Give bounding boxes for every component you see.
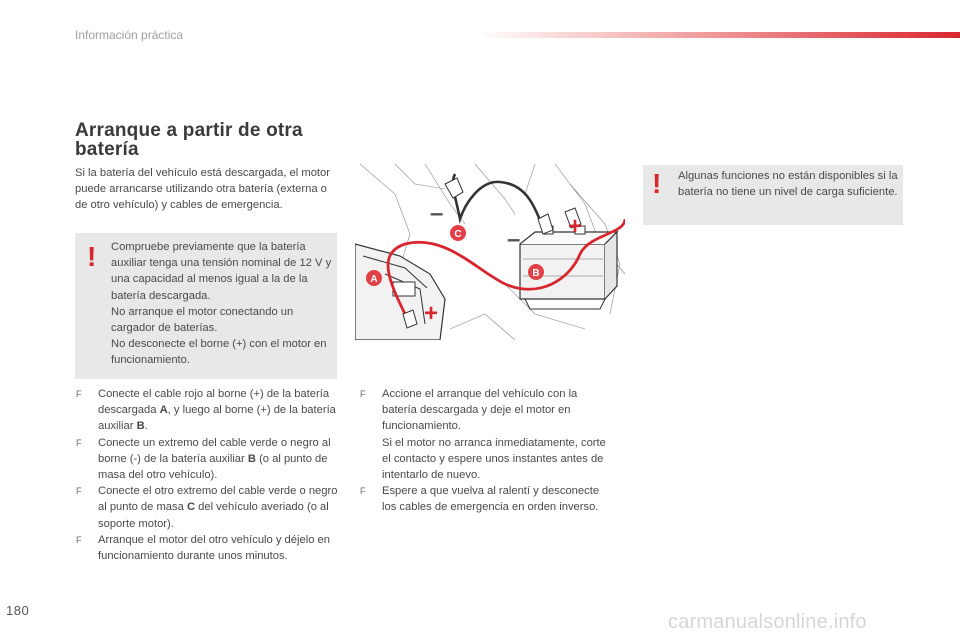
warning-exclamation-icon: !: [652, 168, 662, 199]
intro-paragraph: Si la batería del vehículo está descargada, el motor puede arrancarse utilizando otra batería (externa o de otro vehículo) y cables de emergencia.: [75, 167, 330, 212]
steps-list-right: [359, 386, 614, 516]
page-heading: Arranque a partir de otra batería: [75, 120, 303, 160]
minus-sign: –: [430, 200, 444, 227]
page-number: 180: [6, 603, 30, 618]
svg-text:B: B: [532, 268, 540, 279]
step-item: F Accione el arranque del vehículo con la batería descargada y deje el motor en funcionamiento. Si el motor no arranca inmediatamente, corte el contacto y espere unos instantes antes de intentarlo de nuevo.: [360, 388, 606, 482]
warning-box-functions: [643, 165, 903, 225]
bullet-icon: F: [360, 486, 366, 497]
header-gradient-bar: [475, 32, 960, 38]
watermark: carmanualsonline.info: [668, 611, 867, 633]
plus-sign: +: [568, 213, 583, 240]
step-item: F Conecte el cable rojo al borne (+) de la batería descargada A, y luego al borne (+) de la batería auxiliar B.: [76, 388, 336, 433]
minus-sign: –: [507, 226, 521, 253]
label-a: [366, 270, 382, 286]
step-item: F Arranque el motor del otro vehículo y déjelo en funcionamiento durante unos minutos.: [76, 533, 330, 563]
black-cable: [453, 174, 545, 234]
bullet-icon: F: [76, 437, 82, 448]
warning-line: No arranque el motor conectando un cargador de baterías.: [111, 305, 294, 335]
step-item: F Conecte un extremo del cable verde o negro al borne (-) de la batería auxiliar B (o al punto de masa del otro vehículo).: [76, 436, 331, 482]
step-item: F Espere a que vuelva al ralentí y desconecte los cables de emergencia en orden inverso.: [360, 485, 600, 514]
steps-list-left: [75, 386, 340, 564]
step-item: F Conecte el otro extremo del cable verde o negro al punto de masa C del vehículo averiado (o al soporte motor).: [76, 485, 338, 530]
warning-line: Compruebe previamente que la batería auxiliar tenga una tensión nominal de 12 V y una capacidad al menos igual a la de la batería descargada.: [111, 241, 332, 302]
bullet-icon: F: [360, 389, 366, 399]
warning-text: [111, 239, 333, 369]
svg-text:A: A: [370, 274, 378, 285]
svg-text:C: C: [454, 229, 462, 240]
bullet-icon: F: [76, 389, 82, 399]
warning-line: No desconecte el borne (+) con el motor en funcionamiento.: [111, 338, 327, 367]
bullet-icon: F: [76, 486, 82, 497]
warning-box-battery: [75, 233, 337, 379]
warning-text: Algunas funciones no están disponibles si la batería no tiene un nivel de carga suficiente.: [678, 170, 898, 199]
plus-sign: +: [424, 300, 439, 327]
warning-exclamation-icon: !: [87, 241, 97, 272]
bullet-icon: F: [76, 534, 82, 545]
jump-start-illustration: [355, 164, 625, 340]
label-b: [528, 264, 544, 280]
label-c: [450, 225, 466, 241]
section-title: Información práctica: [75, 28, 184, 42]
